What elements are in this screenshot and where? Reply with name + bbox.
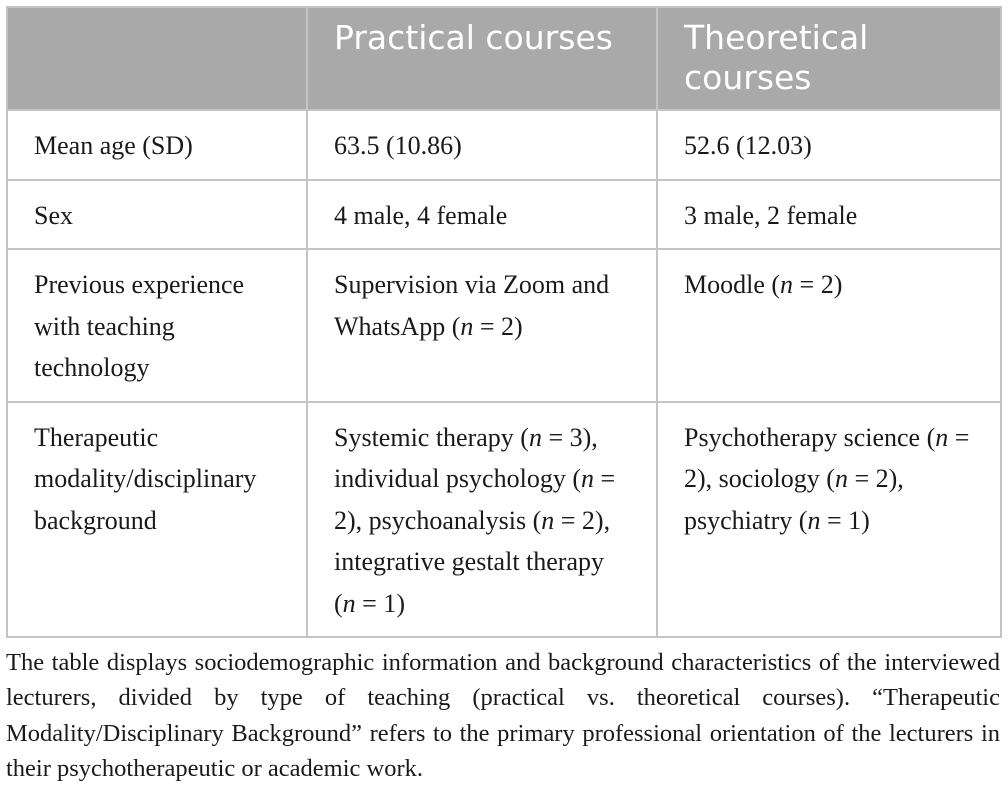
cell-theoretical-mean-age: 52.6 (12.03) [657, 110, 1001, 180]
cell-practical-modality [307, 402, 657, 638]
row-label-experience: Previous experience with teaching technology [7, 249, 307, 402]
n-symbol: n [580, 464, 594, 493]
n-symbol: n [807, 505, 821, 535]
modality-item-text: Systemic therapy ( [334, 422, 529, 452]
table-header-row [7, 7, 1001, 110]
cell-theoretical-experience [657, 249, 1001, 402]
cell-practical-sex: 4 male, 4 female [307, 180, 657, 250]
modality-item-text: individual psychology ( [334, 464, 581, 493]
modality-item-text: integrative gestalt therapy ( [334, 547, 605, 618]
experience-practical-text: Supervision via Zoom and WhatsApp ( [334, 270, 610, 341]
table-row-mean-age [7, 110, 1001, 180]
experience-theoretical-count: = 2) [793, 270, 843, 299]
table-caption: The table displays sociodemographic information and background characteristics of the interviewed lecturers, divided by type of teaching (practical vs. theoretical courses). “Therapeutic Modality/Disciplinary Background” refers to the primary professional orientation of the lecturers in their psychotherapeutic or academic work. [6, 648, 1000, 782]
lecturer-characteristics-table [6, 6, 1002, 638]
n-symbol: n [541, 505, 555, 535]
table-row-experience [7, 249, 1001, 402]
header-practical-courses: Practical courses [307, 7, 657, 110]
modality-item-count: = 1) [820, 505, 870, 535]
modality-item-count: = 2), [847, 464, 904, 493]
row-label-mean-age: Mean age (SD) [7, 110, 307, 180]
header-empty-cell [7, 7, 307, 110]
header-theoretical-courses: Theoretical courses [657, 7, 1001, 110]
cell-practical-experience [307, 249, 657, 402]
n-symbol: n [780, 270, 794, 299]
modality-item-count: = 3), [541, 422, 598, 452]
n-symbol: n [528, 422, 542, 452]
cell-practical-mean-age: 63.5 (10.86) [307, 110, 657, 180]
modality-item-text: Psychotherapy science ( [684, 422, 936, 452]
modality-item-text: sociology ( [712, 464, 835, 493]
table-row-sex [7, 180, 1001, 250]
n-symbol: n [460, 311, 474, 341]
experience-practical-count: = 2) [473, 311, 523, 341]
row-label-sex: Sex [7, 180, 307, 250]
modality-item-count: = 2), [554, 505, 611, 535]
table-row-modality [7, 402, 1001, 638]
row-label-modality: Therapeutic modality/disciplinary background [7, 402, 307, 638]
n-symbol: n [935, 422, 949, 452]
modality-item-count: = 2), [684, 422, 970, 493]
modality-item-text: psychoanalysis ( [362, 505, 542, 535]
experience-theoretical-text: Moodle ( [684, 270, 781, 299]
cell-theoretical-modality [657, 402, 1001, 638]
modality-item-count: = 1) [355, 588, 405, 618]
modality-item-count: = 2), [334, 464, 616, 535]
n-symbol: n [342, 588, 356, 618]
n-symbol: n [834, 464, 848, 493]
modality-item-text: psychiatry ( [684, 505, 808, 535]
cell-theoretical-sex: 3 male, 2 female [657, 180, 1001, 250]
